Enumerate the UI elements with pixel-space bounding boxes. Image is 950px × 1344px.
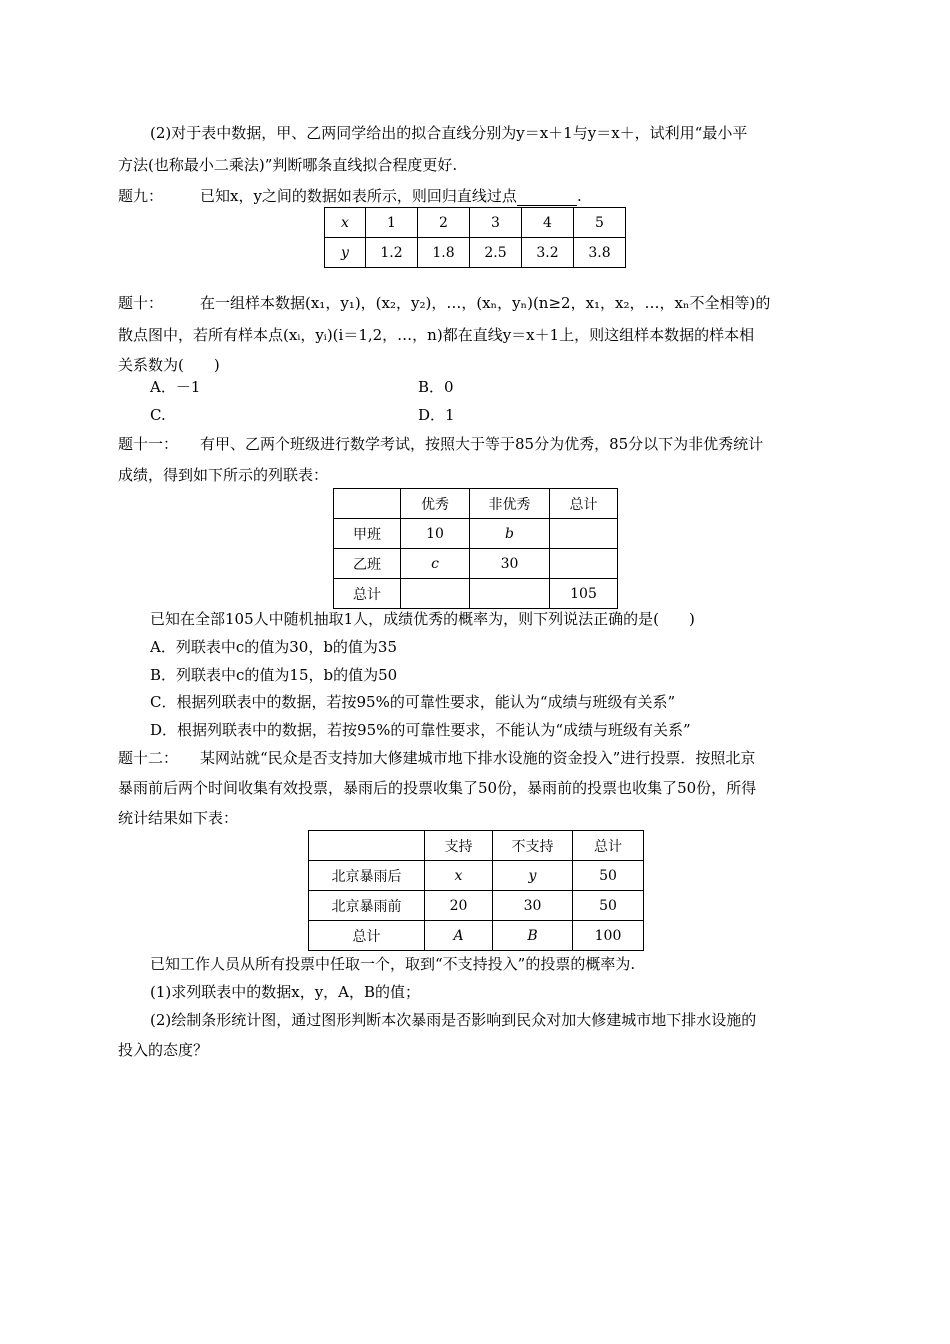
table-cell: 不支持	[493, 831, 573, 861]
table-row	[334, 519, 618, 549]
q11-line2: 成绩，得到如下所示的列联表：	[118, 466, 329, 484]
table-cell: 总计	[573, 831, 644, 861]
q11-option-c: C．根据列联表中的数据，若按95%的可靠性要求，能认为“成绩与班级有关系”	[150, 693, 676, 711]
table-cell	[334, 489, 401, 519]
table-cell: 20	[425, 891, 493, 921]
table-cell: 支持	[425, 831, 493, 861]
table-cell: 1	[366, 208, 418, 238]
table-row	[334, 489, 618, 519]
q11-option-b: B．列联表中c的值为15，b的值为50	[150, 666, 398, 684]
table-cell: 3.8	[574, 238, 626, 268]
table-cell: B	[493, 921, 573, 951]
q12-line4: 已知工作人员从所有投票中任取一个，取到“不支持投入”的投票的概率为.	[150, 955, 636, 973]
table-cell: 北京暴雨后	[309, 861, 425, 891]
q10-option-c: C.	[150, 406, 166, 424]
q11-line1: 有甲、乙两个班级进行数学考试，按照大于等于85分为优秀，85分以下为非优秀统计	[200, 435, 764, 453]
table-cell: 非优秀	[470, 489, 550, 519]
q10-line3: 关系数为( )	[118, 356, 220, 374]
q9-question: 已知x，y之间的数据如表所示，则回归直线过点	[200, 187, 517, 205]
table-row	[325, 208, 626, 238]
table-cell: 总计	[309, 921, 425, 951]
table-cell: 3.2	[522, 238, 574, 268]
q9-label: 题九：	[118, 187, 164, 205]
q10-line2: 散点图中，若所有样本点(xᵢ，yᵢ)(i＝1,2，…，n)都在直线y＝x＋1上，则这组样本数据的样本相	[118, 326, 755, 344]
q9-end: .	[576, 187, 582, 205]
q12-part2-line2: 投入的态度？	[118, 1041, 209, 1059]
table-cell: 乙班	[334, 549, 401, 579]
q9-table	[324, 207, 626, 268]
table-cell: 5	[574, 208, 626, 238]
table-row	[309, 891, 644, 921]
q12-line1: 某网站就“民众是否支持加大修建城市地下排水设施的资金投入”进行投票．按照北京	[200, 749, 756, 767]
q11-option-d: D．根据列联表中的数据，若按95%的可靠性要求，不能认为“成绩与班级有关系”	[150, 721, 691, 739]
answer-blank	[517, 191, 577, 206]
q10-option-d: D．1	[418, 406, 455, 424]
table-cell: 50	[573, 861, 644, 891]
q12-line3: 统计结果如下表：	[118, 809, 239, 827]
table-cell: 3	[470, 208, 522, 238]
q10-line1: 在一组样本数据(x₁，y₁)，(x₂，y₂)，…，(xₙ，yₙ)(n≥2，x₁，x₂，…，xₙ不全相等)的	[200, 294, 771, 312]
table-row	[334, 579, 618, 609]
table-cell	[309, 831, 425, 861]
table-cell	[550, 519, 618, 549]
table-cell: 30	[493, 891, 573, 921]
table-cell: x	[325, 208, 366, 238]
table-cell: 10	[401, 519, 470, 549]
table-cell	[550, 549, 618, 579]
table-cell	[470, 579, 550, 609]
table-cell: 4	[522, 208, 574, 238]
table-cell: 50	[573, 891, 644, 921]
table-cell: y	[493, 861, 573, 891]
table-cell: 北京暴雨前	[309, 891, 425, 921]
table-cell: 100	[573, 921, 644, 951]
table-row	[334, 549, 618, 579]
q12-part1: (1)求列联表中的数据x，y，A，B的值；	[150, 983, 421, 1001]
table-cell: 2.5	[470, 238, 522, 268]
table-cell: 1.2	[366, 238, 418, 268]
table-row	[309, 921, 644, 951]
table-cell: 总计	[550, 489, 618, 519]
table-row	[309, 831, 644, 861]
q10-label: 题十：	[118, 294, 164, 312]
table-cell: b	[470, 519, 550, 549]
q12-part2-line1: (2)绘制条形统计图，通过图形判断本次暴雨是否影响到民众对加大修建城市地下排水设施的	[150, 1011, 757, 1029]
table-cell	[401, 579, 470, 609]
q11-table	[333, 488, 618, 609]
table-cell: 2	[418, 208, 470, 238]
table-cell: 总计	[334, 579, 401, 609]
table-cell: 105	[550, 579, 618, 609]
q10-option-a: A．－1	[150, 378, 201, 396]
q9-text	[200, 186, 582, 206]
table-cell: c	[401, 549, 470, 579]
table-row	[309, 861, 644, 891]
table-cell: 优秀	[401, 489, 470, 519]
q12-line2: 暴雨前后两个时间收集有效投票，暴雨后的投票收集了50份，暴雨前的投票也收集了50份，所得	[118, 779, 757, 797]
table-cell: x	[425, 861, 493, 891]
q12-table	[308, 830, 644, 951]
table-cell: 30	[470, 549, 550, 579]
q11-question: 已知在全部105人中随机抽取1人，成绩优秀的概率为，则下列说法正确的是( )	[150, 610, 695, 628]
q11-label: 题十一：	[118, 435, 179, 453]
table-cell: y	[325, 238, 366, 268]
table-row	[325, 238, 626, 268]
q8-part2-line1: (2)对于表中数据，甲、乙两同学给出的拟合直线分别为y＝x＋1与y＝x＋，试利用“最小平	[150, 124, 748, 142]
q10-option-b: B．0	[418, 378, 454, 396]
q11-option-a: A．列联表中c的值为30，b的值为35	[150, 638, 398, 656]
q8-part2-line2: 方法(也称最小二乘法)”判断哪条直线拟合程度更好.	[118, 156, 458, 174]
table-cell: 1.8	[418, 238, 470, 268]
table-cell: 甲班	[334, 519, 401, 549]
table-cell: A	[425, 921, 493, 951]
q12-label: 题十二：	[118, 749, 179, 767]
